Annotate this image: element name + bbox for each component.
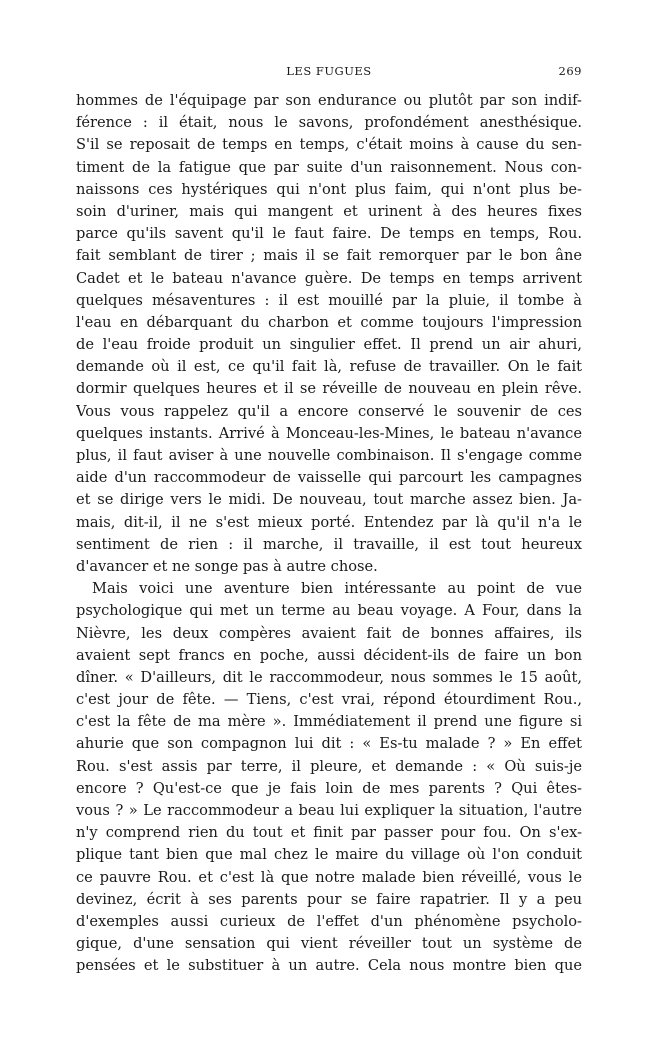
text-line: ahurie que son compagnon lui dit : « Es-tu malade ? » En effet <box>76 735 582 753</box>
text-line: timent de la fatigue que par suite d'un raisonnement. Nous con- <box>76 158 582 176</box>
text-line: devinez, écrit à ses parents pour se faire rapatrier. Il y a peu <box>76 890 582 908</box>
text-line: aide d'un raccommodeur de vaisselle qui parcourt les campagnes <box>76 469 582 487</box>
text-line: plus, il faut aviser à une nouvelle combinaison. Il s'engage comme <box>76 447 582 464</box>
text-line: soin d'uriner, mais qui mangent et urinent à des heures fixes <box>76 202 582 220</box>
text-line: plique tant bien que mal chez le maire du village où l'on conduit <box>76 846 582 864</box>
text-line: dormir quelques heures et il se réveille de nouveau en plein rêve. <box>76 380 582 398</box>
text-line: dîner. « D'ailleurs, dit le raccommodeur, nous sommes le 15 août, <box>76 668 582 686</box>
text-line: Mais voici une aventure bien intéressante au point de vue <box>92 580 582 598</box>
text-line: sentiment de rien : il marche, il travaille, il est tout heureux <box>76 535 582 553</box>
text-line: Vous vous rappelez qu'il a encore conservé le souvenir de ces <box>76 402 582 420</box>
text-line: férence : il était, nous le savons, profondément anesthésique. <box>76 114 582 132</box>
text-line: hommes de l'équipage par son endurance ou plutôt par son indif- <box>76 92 582 109</box>
text-line: vous ? » Le raccommodeur a beau lui expliquer la situation, l'autre <box>76 802 582 819</box>
text-line: c'est la fête de ma mère ». Immédiatement il prend une figure si <box>76 713 582 731</box>
text-line: et se dirige vers le midi. De nouveau, tout marche assez bien. Ja- <box>76 491 582 509</box>
text-line: S'il se reposait de temps en temps, c'était moins à cause du sen- <box>76 136 582 154</box>
text-line: Rou. s'est assis par terre, il pleure, et demande : « Où suis-je <box>76 757 582 775</box>
text-line: n'y comprend rien du tout et finit par passer pour fou. On s'ex- <box>76 824 582 842</box>
text-line: l'eau en débarquant du charbon et comme toujours l'impression <box>76 313 582 331</box>
text-line: Nièvre, les deux compères avaient fait de bonnes affaires, ils <box>76 624 582 642</box>
text-line: quelques instants. Arrivé à Monceau-les-Mines, le bateau n'avance <box>76 424 582 442</box>
text-line: parce qu'ils savent qu'il le faut faire. De temps en temps, Rou. <box>76 225 582 243</box>
running-title: LES FUGUES <box>286 64 372 78</box>
text-line: gique, d'une sensation qui vient réveiller tout un système de <box>76 935 582 953</box>
page-header <box>76 64 582 82</box>
text-line: naissons ces hystériques qui n'ont plus faim, qui n'ont plus be- <box>76 180 582 198</box>
body-text <box>76 90 582 978</box>
text-line: c'est jour de fête. — Tiens, c'est vrai, répond étourdiment Rou., <box>76 691 582 709</box>
text-line: de l'eau froide produit un singulier effet. Il prend un air ahuri, <box>76 336 582 354</box>
text-line: encore ? Qu'est-ce que je fais loin de mes parents ? Qui êtes- <box>76 779 582 797</box>
text-line: psychologique qui met un terme au beau voyage. A Four, dans la <box>76 602 582 620</box>
text-line: demande où il est, ce qu'il fait là, refuse de travailler. On le fait <box>76 358 582 376</box>
paragraph-1 <box>76 90 582 578</box>
text-line: fait semblant de tirer ; mais il se fait remorquer par le bon âne <box>76 247 582 265</box>
page-number: 269 <box>558 64 582 78</box>
text-line: pensées et le substituer à un autre. Cela nous montre bien que <box>76 957 582 975</box>
text-line: quelques mésaventures : il est mouillé par la pluie, il tombe à <box>76 291 582 309</box>
text-line: d'exemples aussi curieux de l'effet d'un phénomène psycholo- <box>76 912 582 930</box>
text-line: ce pauvre Rou. et c'est là que notre malade bien réveillé, vous le <box>76 868 582 886</box>
text-line: avaient sept francs en poche, aussi décident-ils de faire un bon <box>76 646 582 664</box>
text-line: d'avancer et ne songe pas à autre chose. <box>76 557 378 575</box>
text-line: Cadet et le bateau n'avance guère. De temps en temps arrivent <box>76 269 582 287</box>
paragraph-2 <box>76 578 582 977</box>
text-line: mais, dit-il, il ne s'est mieux porté. Entendez par là qu'il n'a le <box>76 513 582 531</box>
